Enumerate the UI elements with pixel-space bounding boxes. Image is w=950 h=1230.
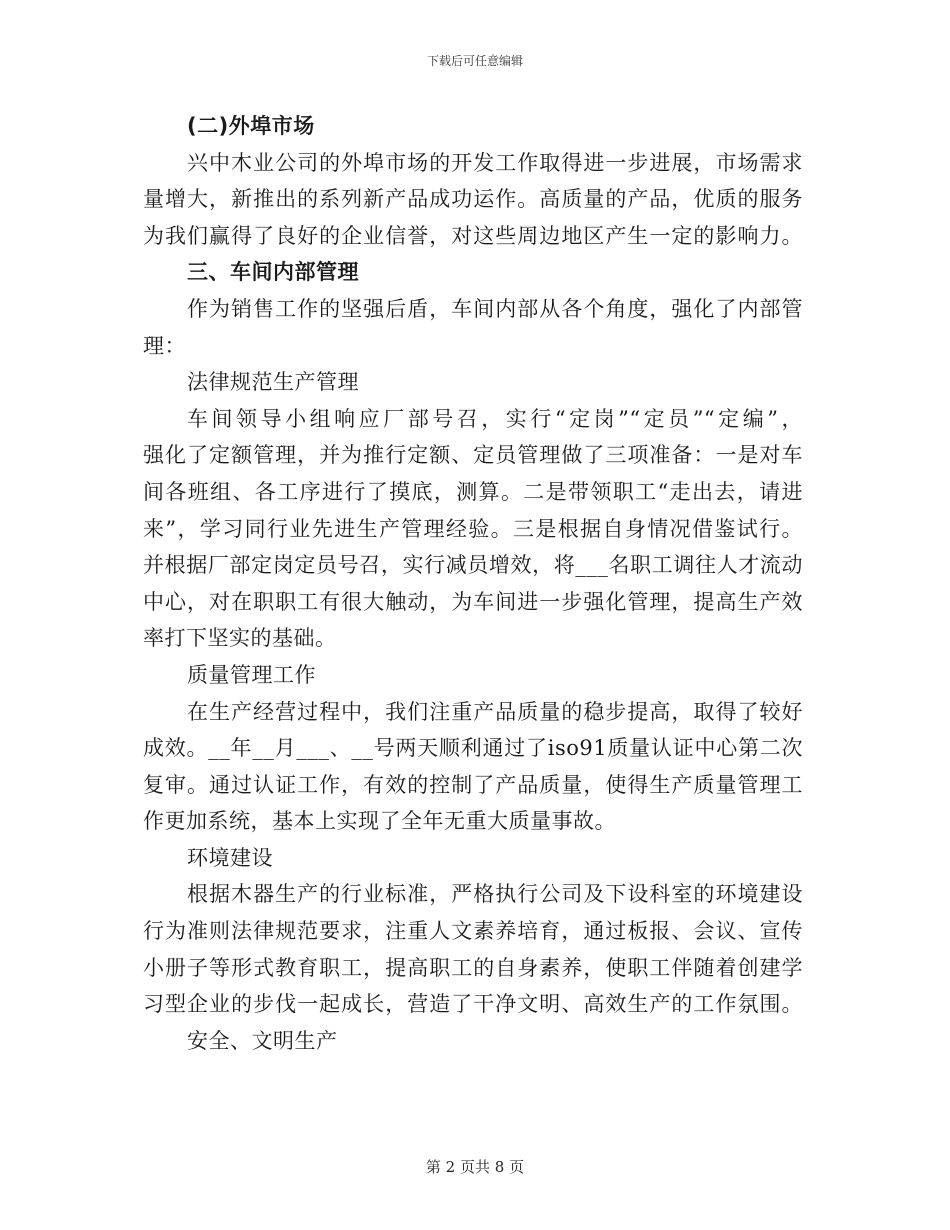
text-line: 根据木器生产的行业标准，严格执行公司及下设科室的环境建设	[187, 882, 803, 907]
text-line: 来”，学习同行业先进生产管理经验。三是根据自身情况借鉴试行。	[143, 516, 803, 541]
page-header: 下载后可任意编辑	[426, 54, 523, 68]
text-line: 作更加系统，基本上实现了全年无重大质量事故。	[143, 809, 616, 834]
text-line: 小册子等形式教育职工，提高职工的自身素养，使职工伴随着创建学	[143, 955, 803, 980]
text-line: 率打下坚实的基础。	[143, 626, 337, 651]
document-body	[143, 108, 803, 1059]
text-line: 理：	[143, 333, 186, 358]
text-line: 强化了定额管理，并为推行定额、定员管理做了三项准备：一是对车	[143, 443, 803, 468]
text-line: 中心，对在职职工有很大触动，为车间进一步强化管理，提高生产效	[143, 589, 803, 614]
text-line: 行为准则法律规范要求，注重人文素养培育，通过板报、会议、宣传	[143, 919, 803, 944]
text-line: 为我们赢得了良好的企业信誉，对这些周边地区产生一定的影响力。	[143, 223, 803, 248]
text-line: 作为销售工作的坚强后盾，车间内部从各个角度，强化了内部管	[187, 296, 803, 321]
text-line: 复审。通过认证工作，有效的控制了产品质量，使得生产质量管理工	[143, 772, 803, 797]
text-line: 在生产经营过程中，我们注重产品质量的稳步提高，取得了较好	[187, 699, 803, 724]
page-footer: 第 2 页共 8 页	[425, 1158, 525, 1176]
text-line: 质量管理工作	[187, 662, 316, 687]
text-line: 间各班组、各工序进行了摸底，测算。二是带领职工“走出去，请进	[143, 479, 803, 504]
text-line: 习型企业的步伐一起成长，营造了干净文明、高效生产的工作氛围。	[143, 992, 803, 1017]
text-line: 法律规范生产管理	[187, 370, 359, 395]
text-line: 成效。__年__月___、__号两天顺利通过了iso91质量认证中心第二次	[143, 736, 803, 761]
text-line: 量增大，新推出的系列新产品成功运作。高质量的产品，优质的服务	[143, 187, 803, 212]
text-line: 环境建设	[187, 845, 273, 870]
section-heading: 三、车间内部管理	[187, 260, 359, 285]
text-line: 并根据厂部定岗定员号召，实行减员增效，将___名职工调往人才流动	[143, 553, 803, 578]
text-line: 安全、文明生产	[187, 1028, 338, 1053]
text-line: 车间领导小组响应厂部号召，实行“定岗”“定员”“定编”，	[187, 406, 803, 431]
text-line: 兴中木业公司的外埠市场的开发工作取得进一步进展，市场需求	[187, 150, 803, 175]
section-heading: (二)外埠市场	[187, 114, 315, 138]
